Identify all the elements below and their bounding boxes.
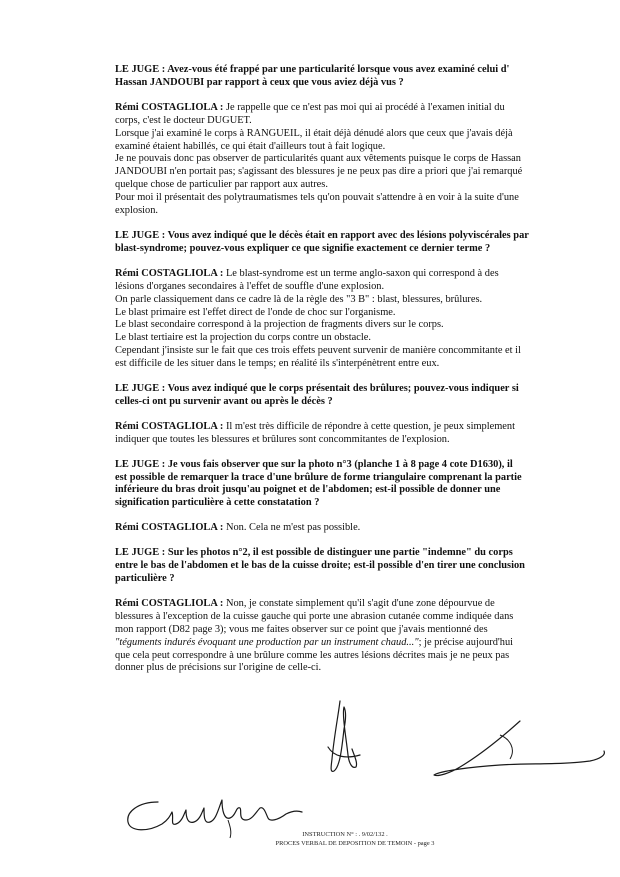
signature-right [430,715,610,785]
text-line: JANDOUBI n'en portait pas; s'agissant des blessures je ne peux pas dire a priori que j'ai remarqué [115,166,523,178]
text-line: ; je précise aujourd'hui [418,636,514,648]
witness-answer-2 [115,268,577,371]
text-line: LE JUGE : Sur les photos n°2, il est possible de distinguer une partie "indemne" du corps [115,547,513,559]
judge-question-5 [115,547,577,586]
text-line: Pour moi il présentait des polytraumatismes tels qu'on pouvait s'attendre à en voir à la suite d'une [115,192,519,204]
witness-answer-4 [115,522,577,535]
instruction-number: INSTRUCTION N° : . 9/02/132 . [302,831,388,838]
text-line: Je ne pouvais donc pas observer de particularités quant aux vêtements puisque le corps de Hassan [115,153,521,165]
text-line: entre le bas de l'abdomen et le bas de la cuisse droite; est-il possible d'en tirer une conclusion [115,560,525,572]
text-line: blessures à l'exception de la cuisse gauche qui porte une abrasion cutanée comme indiquée dans [115,610,514,622]
judge-question-4 [115,459,577,511]
witness-answer-5 [115,598,577,675]
text-line: Lorsque j'ai examiné le corps à RANGUEIL, il était déjà dénudé alors que ceux que j'avais déjà [115,127,513,139]
speaker-name: Rémi COSTAGLIOLA : [115,267,224,279]
text-line: indiquer que toutes les blessures et brûlures sont concommitantes de l'explosion. [115,433,450,445]
text-line: signification particulière à cette constatation ? [115,497,320,509]
quoted-text: "téguments indurés évoquant une production par un instrument chaud..." [115,636,419,648]
witness-answer-1 [115,102,577,218]
text-line: Le blast primaire est l'effet direct de l'onde de choc sur l'organisme. [115,306,396,318]
document-footer [0,830,620,848]
judge-question-3 [115,383,577,409]
text-line: particulière ? [115,573,175,584]
text-line: que cela peut correspondre à une brûlure comme les autres lésions décrites mais je ne peux pas [115,649,510,661]
text-line: LE JUGE : Avez-vous été frappé par une particularité lorsque vous avez examiné celui d' [115,64,510,75]
text-line: Le blast-syndrome est un terme anglo-saxon qui correspond à des [223,267,499,279]
text-line: donner plus de précisions sur l'origine de celle-ci. [115,662,322,674]
text-line: examiné étaient habillés, ce qui était d'ailleurs tout à fait logique. [115,140,386,152]
text-line: lésions d'organes secondaires à l'effet de souffle d'une explosion. [115,280,385,292]
signature-center [316,697,366,787]
text-line: inférieure du bras droit jusqu'au poignet et de l'abdomen; est-il possible de donner une [115,484,501,496]
text-line: Hassan JANDOUBI par rapport à ceux que vous aviez déjà vus ? [115,76,404,88]
text-line: Non, je constate simplement qu'il s'agit d'une zone dépourvue de [223,597,495,609]
speaker-name: Rémi COSTAGLIOLA : [115,420,224,432]
text-line: mon rapport (D82 page 3); vous me faites observer sur ce point que j'avais mentionné des [115,623,488,635]
witness-answer-3 [115,421,577,447]
text-line: Il m'est très difficile de répondre à cette question, je peux simplement [223,420,516,432]
text-line: LE JUGE : Je vous fais observer que sur la photo n°3 (planche 1 à 8 page 4 cote D1630), il [115,458,513,470]
text-line: LE JUGE : Vous avez indiqué que le corps présentait des brûlures; pouvez-vous indiquer si [115,383,519,395]
speaker-name: Rémi COSTAGLIOLA : [115,597,224,609]
text-line: Le blast secondaire correspond à la projection de fragments divers sur le corps. [115,319,444,331]
text-line: Non. Cela ne m'est pas possible. [223,522,361,534]
text-line: explosion. [115,205,159,217]
text-line: est difficile de les situer dans le temps; en réalité ils s'interpénètrent entre eux. [115,358,440,370]
text-line: Le blast tertiaire est la projection du corps contre un obstacle. [115,332,371,344]
text-line: Cependant j'insiste sur le fait que ces trois effets peuvent survenir de manière concommitante et il [115,345,521,357]
text-line: LE JUGE : Vous avez indiqué que le décès était en rapport avec des lésions polyviscérales par [115,229,529,241]
deposition-text [115,64,577,687]
judge-question-1 [115,64,577,90]
text-line: est possible de remarquer la trace d'une brûlure de forme triangulaire comprenant la partie [115,471,522,483]
text-line: blast-syndrome; pouvez-vous expliquer ce que signifie exactement ce dernier terme ? [115,242,491,254]
speaker-name: Rémi COSTAGLIOLA : [115,522,224,534]
text-line: corps, c'est le docteur DUGUET. [115,114,252,126]
judge-question-2 [115,230,577,256]
speaker-name: Rémi COSTAGLIOLA : [115,101,224,113]
text-line: Je rappelle que ce n'est pas moi qui ai procédé à l'examen initial du [223,101,505,113]
text-line: On parle classiquement dans ce cadre là de la règle des "3 B" : blast, blessures, brûlures. [115,293,483,305]
page-caption: PROCES VERBAL DE DEPOSITION DE TEMOIN - page 3 [275,840,435,847]
text-line: quelque chose de particulier par rapport aux autres. [115,179,328,191]
text-line: celles-ci ont pu survenir avant ou après le décès ? [115,395,333,407]
